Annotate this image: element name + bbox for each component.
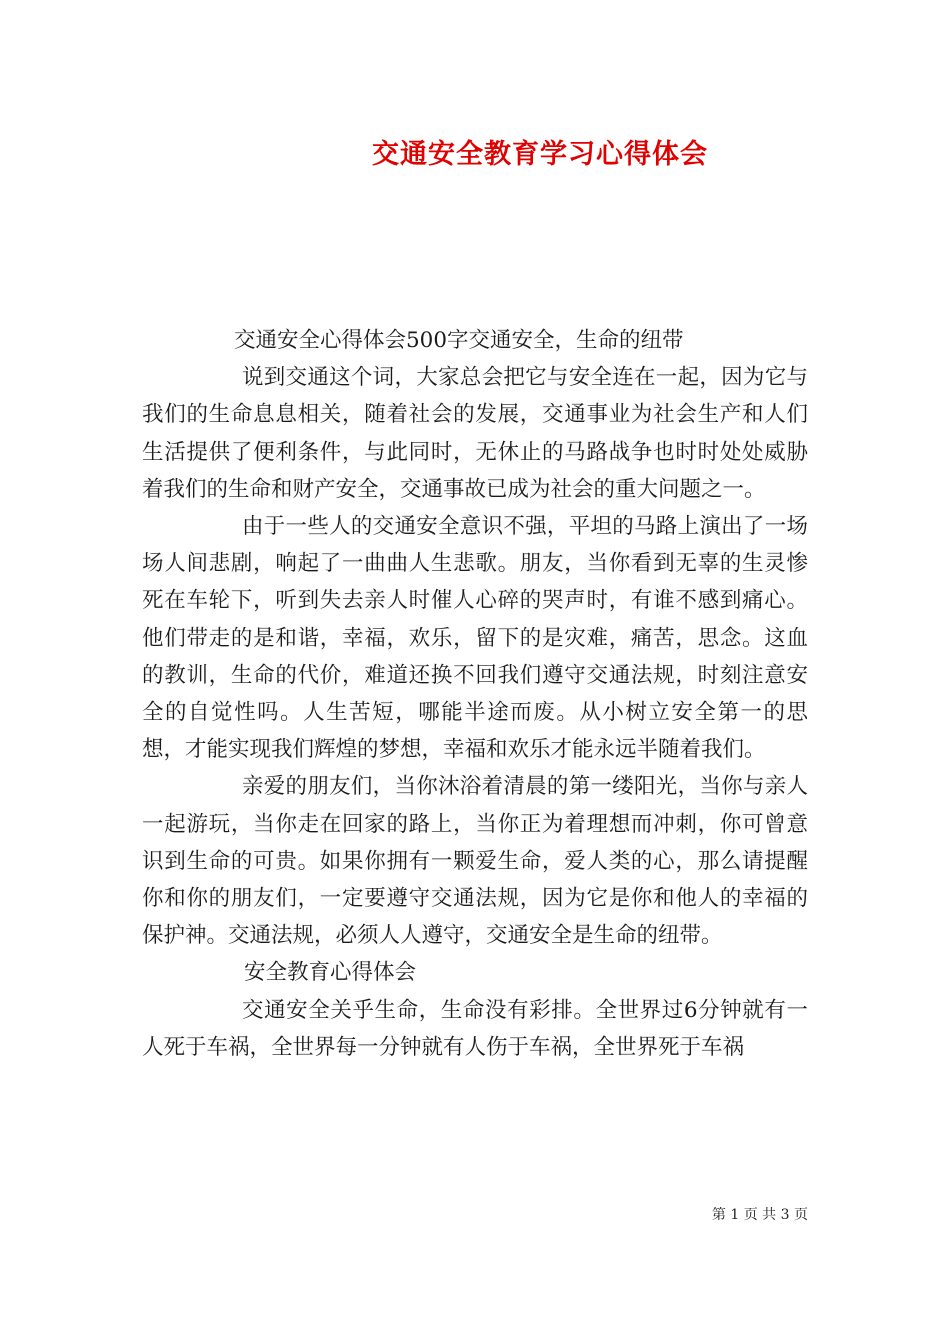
paragraph-2: 由于一些人的交通安全意识不强，平坦的马路上演出了一场场人间悲剧，响起了一曲曲人生悲歌。朋友，当你看到无辜的生灵惨死在车轮下，听到失去亲人时催人心碎的哭声时，有谁不感到痛心。他们带走的是和谐，幸福，欢乐，留下的是灾难，痛苦，思念。这血的教训，生命的代价，难道还换不回我们遵守交通法规，时刻注意安全的自觉性吗。人生苦短，哪能半途而废。从小树立安全第一的思想，才能实现我们辉煌的梦想，幸福和欢乐才能永远半随着我们。 — [142, 514, 808, 763]
document-title: 交通安全教育学习心得体会 — [372, 139, 708, 170]
document-body — [142, 322, 808, 1066]
paragraph-3: 亲爱的朋友们，当你沐浴着清晨的第一缕阳光，当你与亲人一起游玩，当你走在回家的路上，当你正为着理想而冲刺，你可曾意识到生命的可贵。如果你拥有一颗爱生命，爱人类的心，那么请提醒你和你的朋友们，一定要遵守交通法规，因为它是你和他人的幸福的保护神。交通法规，必须人人遵守，交通安全是生命的纽带。 — [142, 774, 808, 949]
page-number-footer: 第 1 页 共 3 页 — [711, 1207, 808, 1223]
section-paragraph: 交通安全关乎生命，生命没有彩排。全世界过6分钟就有一人死于车祸，全世界每一分钟就有人伤于车祸，全世界死于车祸 — [142, 997, 808, 1060]
section-heading: 安全教育心得体会 — [244, 960, 417, 986]
document-subtitle: 交通安全心得体会500字交通安全，生命的纽带 — [234, 328, 684, 353]
paragraph-1: 说到交通这个词，大家总会把它与安全连在一起，因为它与我们的生命息息相关，随着社会的发展，交通事业为社会生产和人们生活提供了便利条件，与此同时，无休止的马路战争也时时处处威胁着我们的生命和财产安全，交通事故已成为社会的重大问题之一。 — [142, 365, 808, 502]
